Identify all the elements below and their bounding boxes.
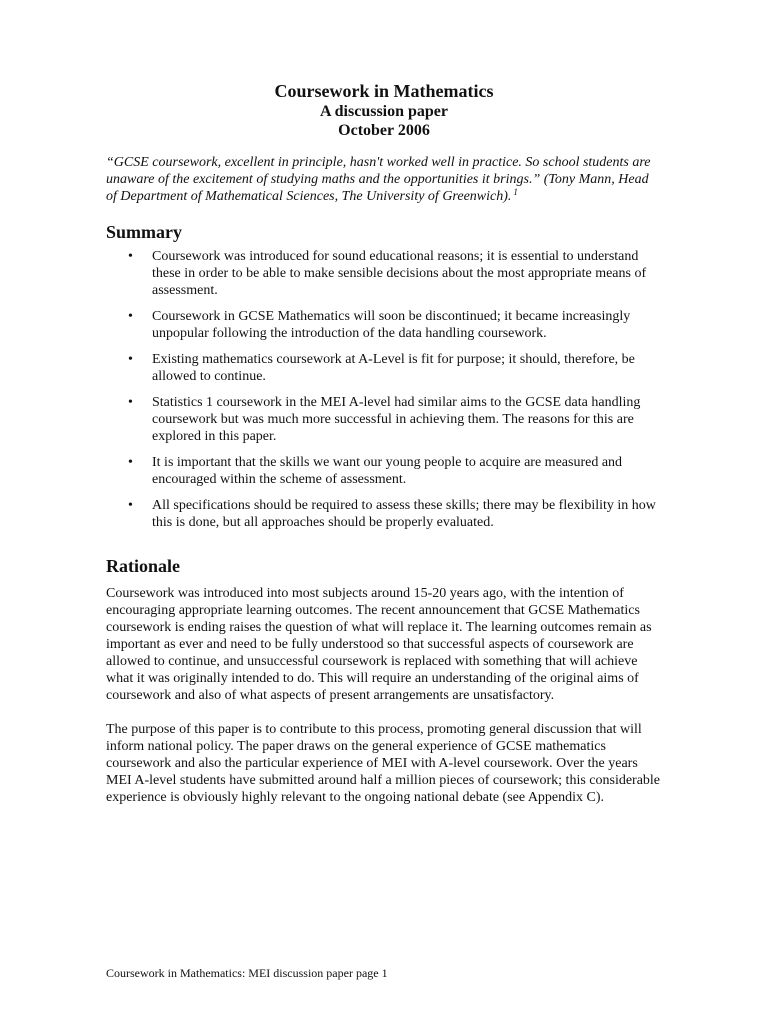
- summary-item: [106, 351, 662, 385]
- summary-item-text: Statistics 1 coursework in the MEI A-level had similar aims to the GCSE data handling coursework but was much more successful in achieving them. The reasons for this are explored in this paper.: [152, 395, 641, 444]
- summary-item-text: Coursework was introduced for sound educational reasons; it is essential to understand these in order to be able to make sensible decisions about the most appropriate means of assessment.: [152, 249, 647, 298]
- title-block: [106, 80, 662, 140]
- summary-item-text: Coursework in GCSE Mathematics will soon be discontinued; it became increasingly unpopular following the introduction of the data handling coursework.: [152, 309, 631, 341]
- rationale-paragraph: Coursework was introduced into most subjects around 15-20 years ago, with the intention of encouraging appropriate learning outcomes. The recent announcement that GCSE Mathematics coursework is ending raises the question of what will replace it. The learning outcomes remain as important as ever and need to be fully understood so that successful aspects of coursework are allowed to continue, and unsuccessful coursework is replaced with something that will achieve what it was originally intended to do. This will require an understanding of the original aims of coursework and also of what aspects of present arrangements are unsatisfactory.: [106, 586, 652, 703]
- document-date: October 2006: [338, 122, 430, 139]
- bullet-icon: •: [128, 498, 133, 513]
- opening-quote: [106, 154, 662, 205]
- summary-item: [106, 308, 662, 342]
- bullet-icon: •: [128, 455, 133, 470]
- bullet-icon: •: [128, 309, 133, 324]
- summary-item-text: It is important that the skills we want our young people to acquire are measured and encouraged within the scheme of assessment.: [152, 455, 623, 487]
- summary-item: [106, 394, 662, 445]
- summary-item: [106, 497, 662, 531]
- quote-footnote-marker: 1: [513, 187, 518, 197]
- document-content: [106, 80, 662, 823]
- summary-list: [106, 248, 662, 531]
- rationale-heading: Rationale: [106, 556, 180, 576]
- document-title: Coursework in Mathematics: [274, 81, 494, 101]
- page-footer: Coursework in Mathematics: MEI discussion paper page 1: [106, 966, 388, 980]
- bullet-icon: •: [128, 249, 133, 264]
- bullet-icon: •: [128, 352, 133, 367]
- summary-item: [106, 248, 662, 299]
- summary-heading: Summary: [106, 222, 182, 242]
- bullet-icon: •: [128, 395, 133, 410]
- quote-text: “GCSE coursework, excellent in principle, hasn't worked well in practice. So school students are unaware of the excitement of studying maths and the opportunities it brings.” (Tony Mann, Head of Department of Mathematical Sciences, The University of Greenwich).: [106, 155, 651, 204]
- summary-item-text: Existing mathematics coursework at A-Level is fit for purpose; it should, therefore, be allowed to continue.: [152, 352, 635, 384]
- summary-item: [106, 454, 662, 488]
- summary-item-text: All specifications should be required to assess these skills; there may be flexibility in how this is done, but all approaches should be properly evaluated.: [152, 498, 656, 530]
- document-subtitle: A discussion paper: [319, 103, 449, 120]
- rationale-paragraph: The purpose of this paper is to contribute to this process, promoting general discussion that will inform national policy. The paper draws on the general experience of GCSE mathematics coursework and also the particular experience of MEI with A-level coursework. Over the years MEI A-level students have submitted around half a million pieces of coursework; this considerable experience is obviously highly relevant to the ongoing national debate (see Appendix C).: [106, 722, 661, 805]
